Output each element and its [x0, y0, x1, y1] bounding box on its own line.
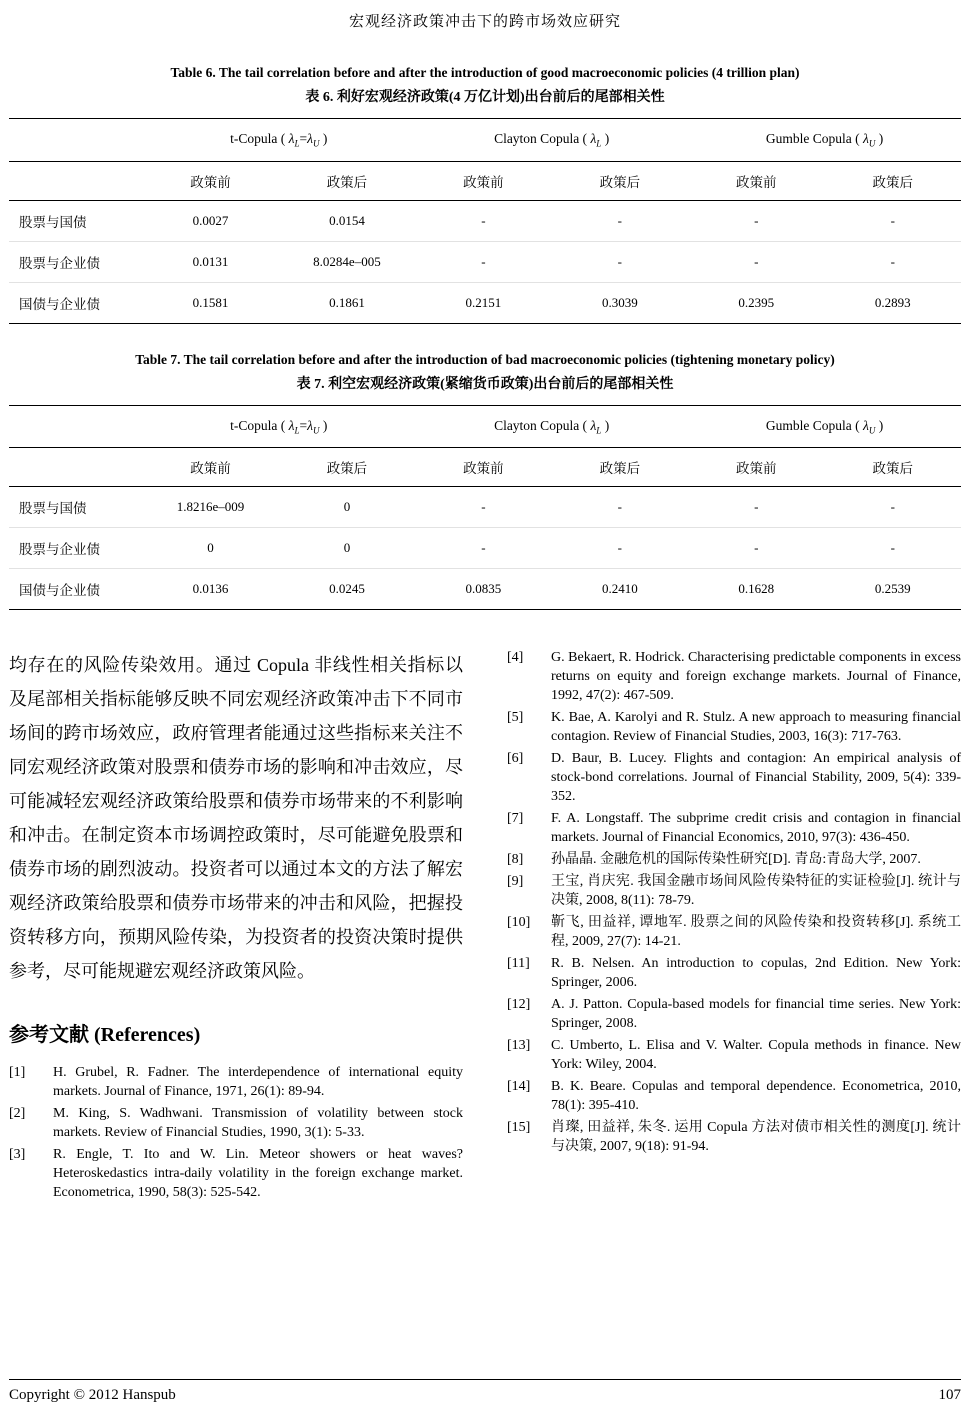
table-cell: 0.2539: [825, 569, 961, 610]
reference-number: [15]: [507, 1120, 531, 1136]
subheader-after-policy: 政策后: [552, 448, 688, 487]
reference-text: M. King, S. Wadhwani. Transmission of volatility between stock markets. Review of Financial Studies, 1990, 3(1): 5-33.: [53, 1106, 463, 1141]
table-cell: -: [481, 499, 486, 515]
reference-item: [9, 1063, 463, 1101]
reference-text: A. J. Patton. Copula-based models for financial time series. New York: Springer, 2008.: [551, 997, 961, 1032]
table6-group-header-row: [9, 119, 961, 162]
subheader-after-policy: 政策后: [825, 448, 961, 487]
subheader-before-policy: 政策前: [415, 448, 551, 487]
table-cell: 0.2151: [415, 282, 551, 323]
table-row: [9, 282, 961, 323]
table-cell: -: [890, 499, 895, 515]
reference-item: [507, 850, 961, 869]
col-group-clayton-copula: Clayton Copula ( $\lambda_L$ ): [415, 405, 688, 448]
table-cell: 0.0245: [279, 569, 415, 610]
reference-text: R. B. Nelsen. An introduction to copulas, 2nd Edition. New York: Springer, 2006.: [551, 956, 961, 991]
reference-number: [5]: [507, 710, 524, 726]
subheader-before-policy: 政策前: [688, 448, 824, 487]
page-footer: [9, 1379, 961, 1404]
col-group-gumble-copula: Gumble Copula ( $\lambda_U$ ): [688, 119, 961, 162]
table6: [9, 118, 961, 324]
table7-caption-zh: 表 7. 利空宏观经济政策(紧缩货币政策)出台前后的尾部相关性: [296, 376, 674, 392]
table7-group-header-row: [9, 405, 961, 448]
reference-number: [11]: [507, 956, 530, 972]
subheader-after-policy: 政策后: [279, 448, 415, 487]
reference-number: [13]: [507, 1038, 531, 1054]
table-cell: -: [552, 241, 688, 282]
reference-text: H. Grubel, R. Fadner. The interdependence of international equity markets. Journal of Finance, 1971, 26(1): 89-94.: [53, 1065, 463, 1100]
reference-item: [507, 1118, 961, 1156]
table-cell: -: [890, 212, 895, 228]
table-cell: -: [415, 241, 551, 282]
row-label: 股票与国债: [19, 214, 87, 230]
col-group-clayton-copula: Clayton Copula ( $\lambda_L$ ): [415, 119, 688, 162]
reference-item: [507, 954, 961, 992]
table7-subheader-row: [9, 448, 961, 487]
corner-cell: [9, 448, 142, 487]
reference-text: C. Umberto, L. Elisa and V. Walter. Copula methods in finance. New York: Wiley, 2004.: [551, 1038, 961, 1073]
running-title: 宏观经济政策冲击下的跨市场效应研究: [348, 14, 621, 30]
reference-text: 靳飞, 田益祥, 谭地军. 股票之间的风险传染和投资转移[J]. 系统工程, 2009, 27(7): 14-21.: [551, 915, 961, 950]
reference-number: [1]: [9, 1065, 26, 1081]
table-row: [9, 200, 961, 241]
table-cell: 1.8216e–009: [176, 499, 245, 515]
reference-item: [507, 1036, 961, 1074]
col-group-t-copula: t-Copula ( $\lambda_L=\lambda_U$ ): [142, 119, 415, 162]
reference-item: [507, 1077, 961, 1115]
table-cell: 0.2395: [688, 282, 824, 323]
table-cell: -: [688, 528, 824, 569]
reference-text: G. Bekaert, R. Hodrick. Characterising predictable components in excess returns on equity and foreign exchange markets. Journal of Finance, 1992, 47(2): 467-509.: [551, 650, 961, 704]
table7-section: [9, 352, 961, 611]
table6-caption-zh: 表 6. 利好宏观经济政策(4 万亿计划)出台前后的尾部相关性: [305, 90, 665, 105]
reference-text: B. K. Beare. Copulas and temporal dependence. Econometrica, 2010, 78(1): 395-410.: [551, 1079, 961, 1114]
table-cell: -: [481, 212, 486, 228]
page-number: 107: [938, 1387, 961, 1403]
table-row: [9, 528, 961, 569]
reference-text: 王宝, 肖庆宪. 我国金融市场间风险传染特征的实证检验[J]. 统计与决策, 2008, 8(11): 78-79.: [551, 874, 961, 909]
table-cell: 0.0027: [192, 212, 229, 228]
table6-subheader-row: [9, 161, 961, 200]
left-column: [9, 648, 463, 1205]
reference-item: [507, 913, 961, 951]
reference-number: [9]: [507, 874, 524, 890]
subheader-after-policy: 政策后: [279, 161, 415, 200]
table-cell: 0.1628: [688, 569, 824, 610]
row-label: 国债与企业债: [9, 569, 142, 610]
table-row: [9, 487, 961, 528]
row-label: 股票与企业债: [9, 528, 142, 569]
table-cell: -: [688, 241, 824, 282]
reference-number: [4]: [507, 650, 524, 666]
table-cell: 0: [343, 499, 351, 515]
reference-item: [507, 749, 961, 806]
table-cell: -: [825, 241, 961, 282]
table-cell: 8.0284e–005: [279, 241, 415, 282]
reference-text: 孙晶晶. 金融危机的国际传染性研究[D]. 青岛:青岛大学, 2007.: [551, 852, 921, 868]
reference-item: [507, 809, 961, 847]
table-cell: -: [754, 499, 759, 515]
reference-number: [10]: [507, 915, 531, 931]
table-cell: 0.2410: [552, 569, 688, 610]
table-cell: -: [617, 212, 623, 228]
corner-cell: [9, 161, 142, 200]
table-cell: -: [552, 528, 688, 569]
right-column: [507, 648, 961, 1205]
corner-cell: [9, 405, 142, 448]
table7: [9, 405, 961, 611]
col-group-t-copula: t-Copula ( $\lambda_L=\lambda_U$ ): [142, 405, 415, 448]
table-cell: 0.2893: [825, 282, 961, 323]
reference-text: F. A. Longstaff. The subprime credit crisis and contagion in financial markets. Journal of Financial Economics, 2010, 97(3): 436-450.: [551, 811, 961, 846]
table-cell: -: [415, 528, 551, 569]
table-cell: 0.0131: [142, 241, 278, 282]
table-cell: -: [825, 528, 961, 569]
table-cell: 0.0136: [142, 569, 278, 610]
reference-number: [6]: [507, 751, 524, 767]
reference-number: [8]: [507, 852, 524, 868]
table7-caption-en: Table 7. The tail correlation before and after the introduction of bad macroeconomic policies (tightening monetary policy): [135, 351, 835, 367]
row-label: 股票与国债: [19, 501, 87, 517]
table-row: [9, 241, 961, 282]
row-label: 国债与企业债: [9, 282, 142, 323]
table-cell: 0.0154: [329, 212, 365, 228]
reference-item: [507, 648, 961, 705]
table6-caption-en: Table 6. The tail correlation before and after the introduction of good macroeconomic policies (4 trillion plan): [170, 65, 800, 80]
reference-number: [3]: [9, 1147, 26, 1163]
table-cell: 0: [142, 528, 278, 569]
reference-text: K. Bae, A. Karolyi and R. Stulz. A new approach to measuring financial contagion. Review of Financial Studies, 2003, 16(3): 717-763.: [551, 710, 961, 745]
reference-item: [507, 708, 961, 746]
table-cell: 0: [279, 528, 415, 569]
table-cell: -: [617, 499, 623, 515]
table-cell: 0.1861: [279, 282, 415, 323]
reference-text: R. Engle, T. Ito and W. Lin. Meteor showers or heat waves? Heteroskedastics intra-daily volatility in the foreign exchange market. Econometrica, 1990, 58(3): 525-542.: [53, 1147, 463, 1201]
corner-cell: [9, 119, 142, 162]
reference-item: [507, 872, 961, 910]
reference-number: [7]: [507, 811, 524, 827]
subheader-after-policy: 政策后: [825, 161, 961, 200]
table-row: [9, 569, 961, 610]
table-cell: 0.0835: [415, 569, 551, 610]
reference-text: D. Baur, B. Lucey. Flights and contagion: An empirical analysis of stock-bond correlations. Journal of Financial Stability, 2009, 5(4): 339-352.: [551, 751, 961, 805]
subheader-before-policy: 政策前: [415, 161, 551, 200]
table-cell: -: [754, 212, 759, 228]
subheader-before-policy: 政策前: [688, 161, 824, 200]
row-label: 股票与企业债: [9, 241, 142, 282]
col-group-gumble-copula: Gumble Copula ( $\lambda_U$ ): [688, 405, 961, 448]
table-cell: 0.3039: [552, 282, 688, 323]
table-cell: 0.1581: [142, 282, 278, 323]
references-heading: 参考文献 (References): [9, 1024, 201, 1047]
body-columns: [9, 648, 961, 1205]
reference-item: [9, 1104, 463, 1142]
reference-number: [14]: [507, 1079, 531, 1095]
subheader-before-policy: 政策前: [142, 161, 278, 200]
subheader-after-policy: 政策后: [552, 161, 688, 200]
reference-number: [2]: [9, 1106, 26, 1122]
reference-text: 肖璨, 田益祥, 朱冬. 运用 Copula 方法对债市相关性的测度[J]. 统计与决策, 2007, 9(18): 91-94.: [551, 1120, 961, 1155]
conclusion-paragraph: 均存在的风险传染效用。通过 Copula 非线性相关指标以及尾部相关指标能够反映不同宏观经济政策冲击下不同市场间的跨市场效应，政府管理者能通过这些指标来关注不同宏观经济政策对股票和债券市场的影响和冲击效应，尽可能减轻宏观经济政策给股票和债券市场带来的不利影响和冲击。在制定资本市场调控政策时，尽可能避免股票和债券市场的剧烈波动。投资者可以通过本文的方法了解宏观经济政策给股票和债券市场带来的冲击和风险，把握投资转移方向，预期风险传染，为投资者的投资决策时提供参考，尽可能规避宏观经济政策风险。: [9, 655, 463, 982]
subheader-before-policy: 政策前: [142, 448, 278, 487]
reference-item: [9, 1145, 463, 1202]
reference-number: [12]: [507, 997, 531, 1013]
reference-item: [507, 995, 961, 1033]
table6-section: [9, 65, 961, 324]
copyright-text: Copyright © 2012 Hanspub: [9, 1387, 176, 1403]
